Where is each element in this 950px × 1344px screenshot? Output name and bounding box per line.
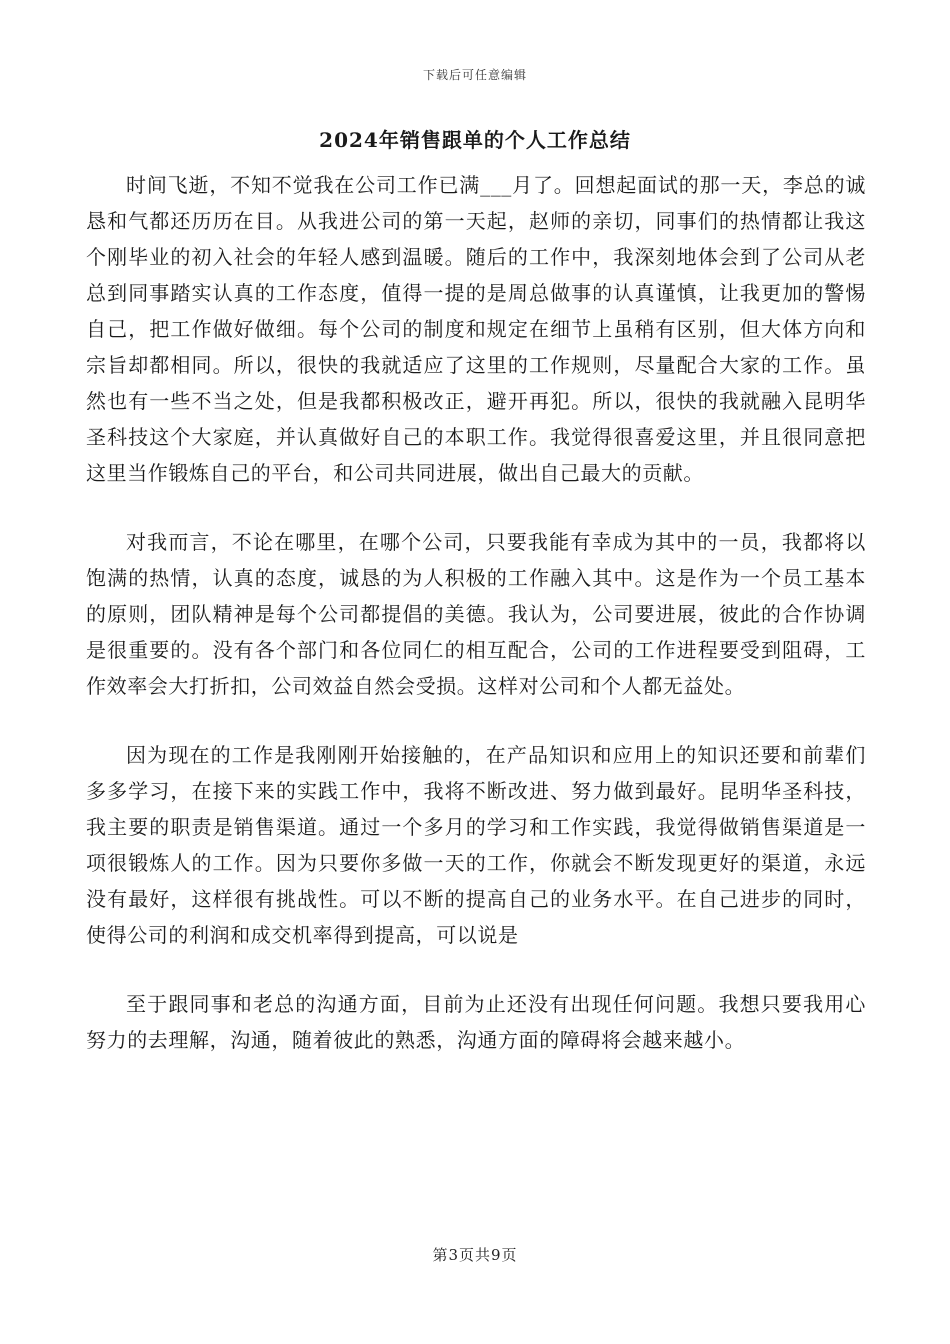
header-note: 下载后可任意编辑 bbox=[422, 68, 527, 82]
document-body bbox=[86, 167, 866, 1091]
paragraph-2: 对我而言，不论在哪里，在哪个公司，只要我能有幸成为其中的一员，我都将以饱满的热情，认真的态度，诚恳的为人积极的工作融入其中。这是作为一个员工基本的原则，团队精神是每个公司都提倡的美德。我认为，公司要进展，彼此的合作协调是很重要的。没有各个部门和各位同仁的相互配合，公司的工作进程要受到阻碍，工作效率会大打折扣，公司效益自然会受损。这样对公司和个人都无益处。 bbox=[86, 530, 866, 698]
paragraph-1: 时间飞逝，不知不觉我在公司工作已满___月了。回想起面试的那一天，李总的诚恳和气都还历历在目。从我进公司的第一天起，赵师的亲切，同事们的热情都让我这个刚毕业的初入社会的年轻人感到温暖。随后的工作中，我深刻地体会到了公司从老总到同事踏实认真的工作态度，值得一提的是周总做事的认真谨慎，让我更加的警惕自己，把工作做好做细。每个公司的制度和规定在细节上虽稍有区别，但大体方向和宗旨却都相同。所以，很快的我就适应了这里的工作规则，尽量配合大家的工作。虽然也有一些不当之处，但是我都积极改正，避开再犯。所以，很快的我就融入昆明华圣科技这个大家庭，并认真做好自己的本职工作。我觉得很喜爱这里，并且很同意把这里当作锻炼自己的平台，和公司共同进展，做出自己最大的贡献。 bbox=[86, 173, 866, 485]
paragraph-3: 因为现在的工作是我刚刚开始接触的，在产品知识和应用上的知识还要和前辈们多多学习，在接下来的实践工作中，我将不断改进、努力做到最好。昆明华圣科技，我主要的职责是销售渠道。通过一个多月的学习和工作实践，我觉得做销售渠道是一项很锻炼人的工作。因为只要你多做一天的工作，你就会不断发现更好的渠道，永远没有最好，这样很有挑战性。可以不断的提高自己的业务水平。在自己进步的同时，使得公司的利润和成交机率得到提高，可以说是 bbox=[86, 743, 866, 947]
page-number: 第3页共9页 bbox=[432, 1246, 518, 1264]
document-title: 2024年销售跟单的个人工作总结 bbox=[319, 128, 631, 152]
paragraph-4: 至于跟同事和老总的沟通方面，目前为止还没有出现任何问题。我想只要我用心努力的去理解，沟通，随着彼此的熟悉，沟通方面的障碍将会越来越小。 bbox=[86, 992, 866, 1052]
